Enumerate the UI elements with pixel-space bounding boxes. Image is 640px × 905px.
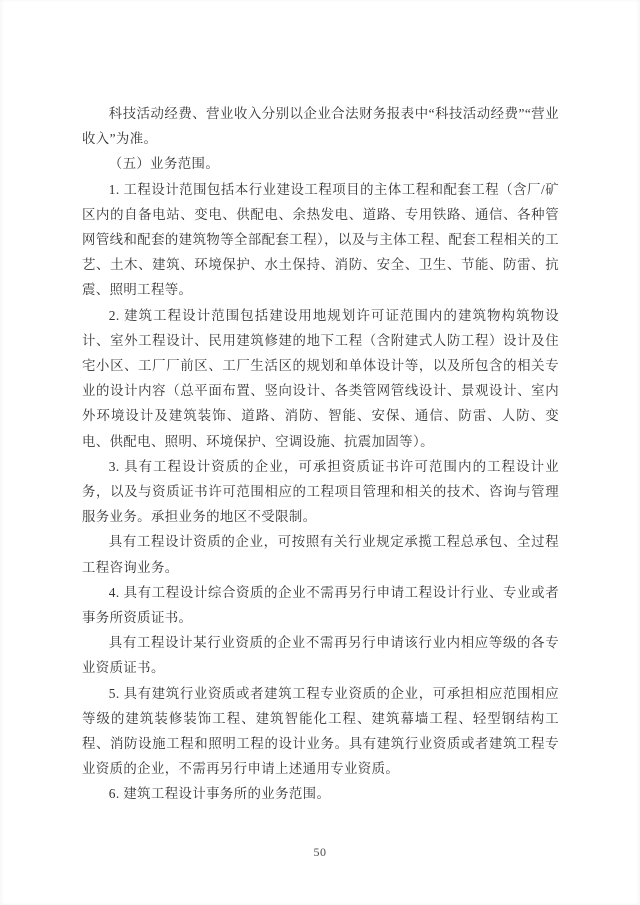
paragraph-item-6-design-firm-scope: 6. 建筑工程设计事务所的业务范围。 [108, 786, 331, 802]
paragraph-item-4-industry-qualification: 具有工程设计某行业资质的企业不需再另行申请该行业内相应等级的各专业资质证书。 [82, 635, 559, 676]
paragraph-funding-basis: 科技活动经费、营业收入分别以企业合法财务报表中“科技活动经费”“营业收入”为准。 [82, 106, 559, 147]
page-number: 50 [313, 845, 327, 859]
section-heading-business-scope: （五）业务范围。 [108, 156, 220, 172]
paragraph-item-3-qualified-enterprise-business: 3. 具有工程设计资质的企业，可承担资质证书许可范围内的工程设计业务，以及与资质证书许可范围相应的工程项目管理和相关的技术、咨询与管理服务业务。承担业务的地区不受限制。 [82, 458, 559, 525]
paragraph-item-1-engineering-design-scope: 1. 工程设计范围包括本行业建设工程项目的主体工程和配套工程（含厂/矿区内的自备电站、变电、供配电、余热发电、道路、专用铁路、通信、各种管网管线和配套的建筑物等全部配套工程），以及与主体工程、配套工程相关的工艺、土木、建筑、环境保护、水土保持、消防、安全、卫生、节能、防雷、抗震、照明工程等。 [82, 181, 559, 298]
paragraph-item-5-specialty-qualification: 5. 具有建筑行业资质或者建筑工程专业资质的企业，可承担相应范围相应等级的建筑装修装饰工程、建筑智能化工程、建筑幕墙工程、轻型钢结构工程、消防设施工程和照明工程的设计业务。具有建筑行业资质或者建筑工程专业资质的企业，不需再另行申请上述通用专业资质。 [82, 685, 559, 777]
paragraph-item-4-comprehensive-qualification: 4. 具有工程设计综合资质的企业不需再另行申请工程设计行业、专业或者事务所资质证书。 [82, 584, 559, 626]
paragraph-item-2-construction-design-scope: 2. 建筑工程设计范围包括建设用地规划许可证范围内的建筑物构筑物设计、室外工程设计、民用建筑修建的地下工程（含附建式人防工程）设计及住宅小区、工厂厂前区、工厂生活区的规划和单体设计等，以及所包含的相关专业的设计内容（总平面布置、竖向设计、各类管网管线设计、景观设计、室内外环境设计及建筑装饰、道路、消防、智能、安保、通信、防雷、人防、变电、供配电、照明、环境保护、空调设施、抗震加固等）。 [82, 307, 559, 449]
paragraph-item-3-contracting-consulting: 具有工程设计资质的企业，可按照有关行业规定承揽工程总承包、全过程工程咨询业务。 [82, 534, 559, 575]
document-body-text [82, 101, 559, 807]
